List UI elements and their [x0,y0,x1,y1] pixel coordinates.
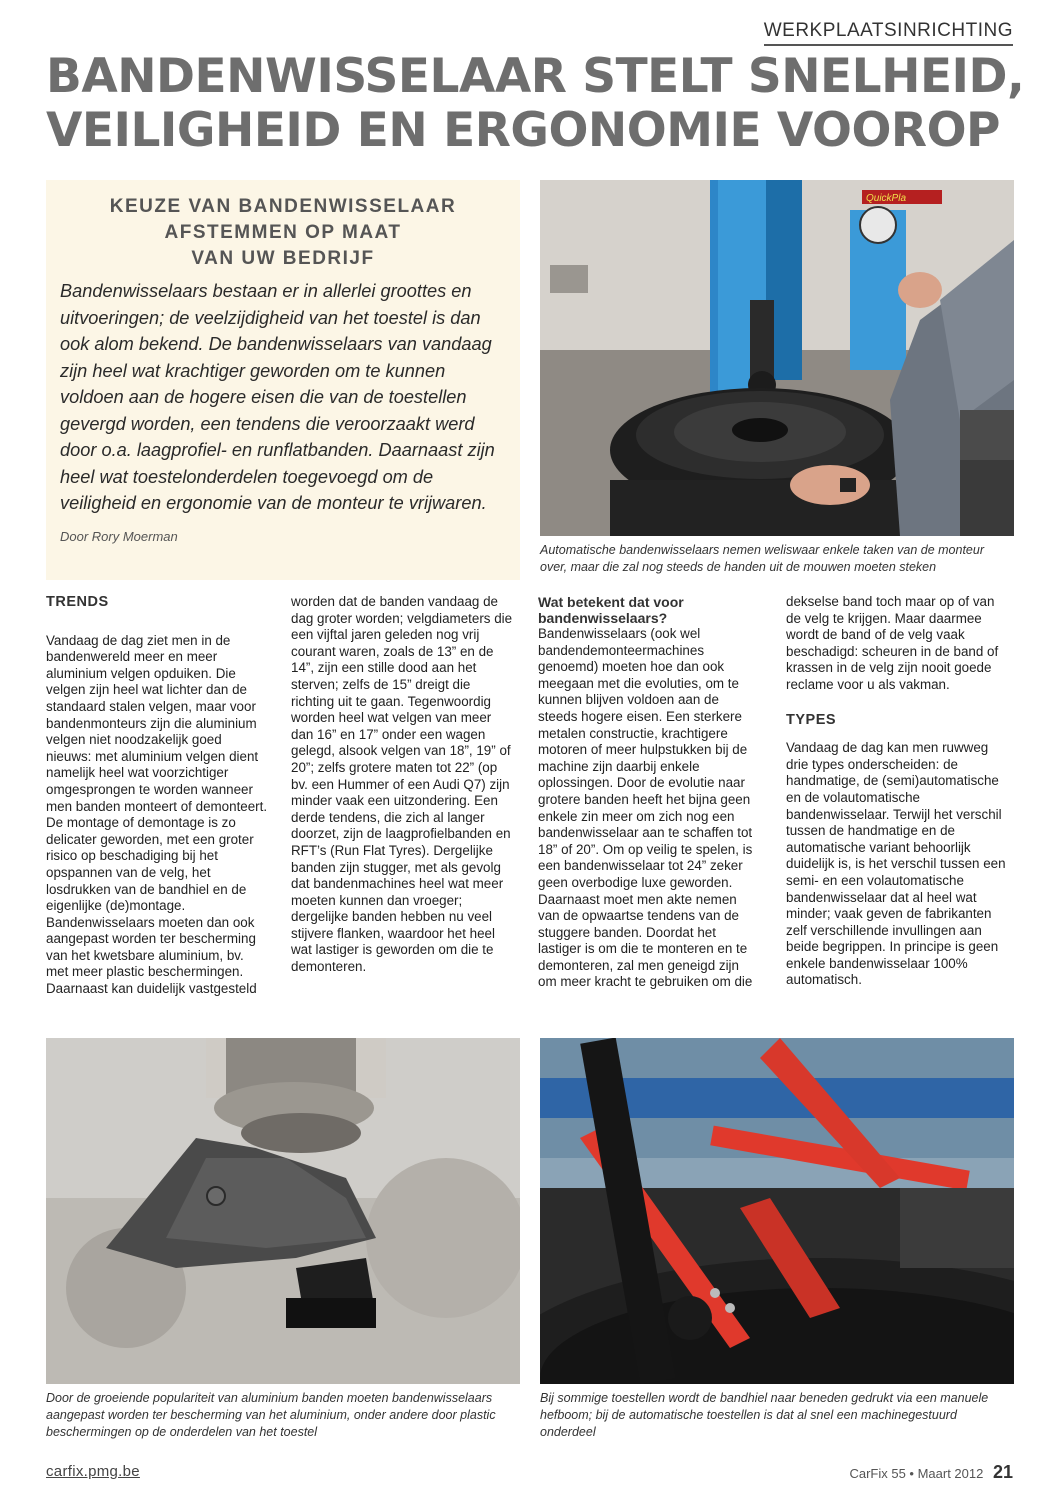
article-column-4-bottom-text: Vandaag de dag kan men ruwweg drie types onderscheiden: de handmatige, de (semi)automatische en de volautomatische bandenwisselaar. Terwijl het verschil tussen de handmatige en de automatische variant behoorlijk duidelijk is, is het verschil tussen een semi- en een volautomatische bandenwisselaar dat al heel wat minder; vaak geven de fabrikanten zelf verschillende invullingen aan beide begrippen. In principe is geen enkele bandenwisselaar 100% automatisch. [786,740,1006,988]
article-column-4-top-text: dekselse band toch maar op of van de velg te krijgen. Maar daarmee wordt de band of de velg vaak beschadigd: scheuren in de band of krassen in de velg zijn nooit goede reclame voor u als vakman. [786,594,999,692]
footer-issue-text: CarFix 55 • Maart 2012 [849,1466,984,1481]
bead-lever-photo [540,1038,1014,1384]
bottom-right-caption: Bij sommige toestellen wordt de bandhiel naar beneden gedrukt via een manuele hefboom; bij de automatische toestellen is dat al snel een machinegestuurd onderdeel [540,1391,989,1439]
footer-website[interactable]: carfix.pmg.be [46,1463,140,1480]
intro-box [46,180,520,580]
article-column-4 [786,594,1012,989]
bottom-left-caption: Door de groeiende populariteit van aluminium banden moeten bandenwisselaars aangepast worden ter bescherming van het aluminium, onder andere door plastic beschermingen op de onderdelen van het toestel [46,1391,496,1439]
headline-line-2: VEILIGHEID EN ERGONOMIE VOOROP [46,103,1000,158]
col3-heading: Wat betekent dat voor bandenwisselaars? [538,594,684,626]
intro-title-line-2: AFSTEMMEN OP MAAT [164,222,402,243]
mounting-head-photo [46,1038,520,1384]
article-column-1-text: Vandaag de dag ziet men in de bandenwereld meer en meer aluminium velgen opduiken. Die velgen zijn heel wat lichter dan de standaard stalen velgen, maar voor bandenmonteurs zijn die aluminium velgen niet noodzakelijk goed nieuws: met aluminium velgen dient namelijk heel wat voorzichtiger omgesprongen te worden wanneer men banden monteert of demonteert. De montage of demontage is zo delicater geworden, met een groter risico op beschadiging bij het opspannen van de velg, het losdrukken van de bandhiel en de eigenlijke (de)montage. Bandenwisselaars moeten dan ook aangepast worden ter bescherming van het kwetsbare aluminium, bv. met meer plastic beschermingen. Daarnaast kan duidelijk vastgesteld [46,632,268,997]
intro-title [60,194,506,272]
footer-issue [849,1462,1013,1483]
machine-brand-label: QuickPla [866,193,907,204]
byline: Door Rory Moerman [60,528,178,544]
types-heading: TYPES [786,711,837,728]
top-photo-caption: Automatische bandenwisselaars nemen weliswaar enkele taken van de monteur over, maar die zal nog steeds de handen uit de mouwen moeten steken [540,543,985,574]
article-column-1 [46,594,268,998]
intro-text: Bandenwisselaars bestaan er in allerlei groottes en uitvoeringen; de veelzijdigheid van het toestel is dan ook alom bekend. De bandenwisselaars van vandaag zijn heel wat krachtiger geworden om te kunnen voldoen aan de hogere eisen die van de toestellen gevergd worden, een tendens die veroorzaakt werd door o.a. laagprofiel- en runflatbanden. Daarnaast zijn heel wat toestelonderdelen toegevoegd om de veiligheid en ergonomie van de monteur te vrijwaren. [60,281,495,513]
intro-title-line-3: VAN UW BEDRIJF [191,248,375,269]
section-tag: WERKPLAATSINRICHTING [764,20,1013,46]
article-column-3-text: Bandenwisselaars (ook wel bandendemonteermachines genoemd) moeten hoe dan ook meegaan met die evoluties, om te kunnen blijven voldoen aan de steeds hogere eisen. Een sterkere metalen constructie, krachtigere motoren of meer hulpstukken bij de machine zijn daarbij enkele oplossingen. Door de evolutie naar grotere banden heeft het bijna geen enkele zin meer om zich nog een bandenwisselaar aan te schaffen tot 18” of 20”. Om op veilig te spelen, is een bandenwisselaar tot 24” zeker geen overbodige luxe geworden. Daarnaast moet men akte nemen van de opwaartse tendens van de stuggere banden. Doordat het lastiger is om die te monteren en te demonteren, zal men geneigd zijn om meer kracht te gebruiken om die [538,626,753,990]
article-column-2-text: worden dat de banden vandaag de dag groter worden; velgdiameters die een vijftal jaren geleden nog vrij courant waren, zoals de 13” en de 14”, zijn een stille dood aan het sterven; zelfs de 15” dreigt die richting uit te gaan. Tegenwoordig worden heel wat velgen van meer dan 16” en 17” onder een wagen gelegd, alsook velgen van 18”, 19” of 20”; zelfs grotere maten tot 22” (op bv. een Hummer of een Audi Q7) zijn minder vaak een uitzondering. Een derde tendens, die zich al langer doorzet, zijn de laagprofielbanden en RFT’s (Run Flat Tyres). Dergelijke banden zijn stugger, met als gevolg dat bandenmachines heel wat meer moeten kunnen dan vroeger; dergelijke banden hebben nu veel stijvere flanken, waardoor het heel wat lastiger is geworden om die te demonteren. [291,594,513,975]
intro-title-line-1: KEUZE VAN BANDENWISSELAAR [109,196,457,217]
tyre-changer-photo [540,180,1014,536]
trends-heading: TRENDS [46,594,109,610]
page-number: 21 [992,1462,1013,1482]
headline [46,49,1025,158]
article-column-2 [291,594,513,976]
article-column-3 [538,594,760,991]
headline-line-1: BANDENWISSELAAR STELT SNELHEID, [46,49,1025,104]
